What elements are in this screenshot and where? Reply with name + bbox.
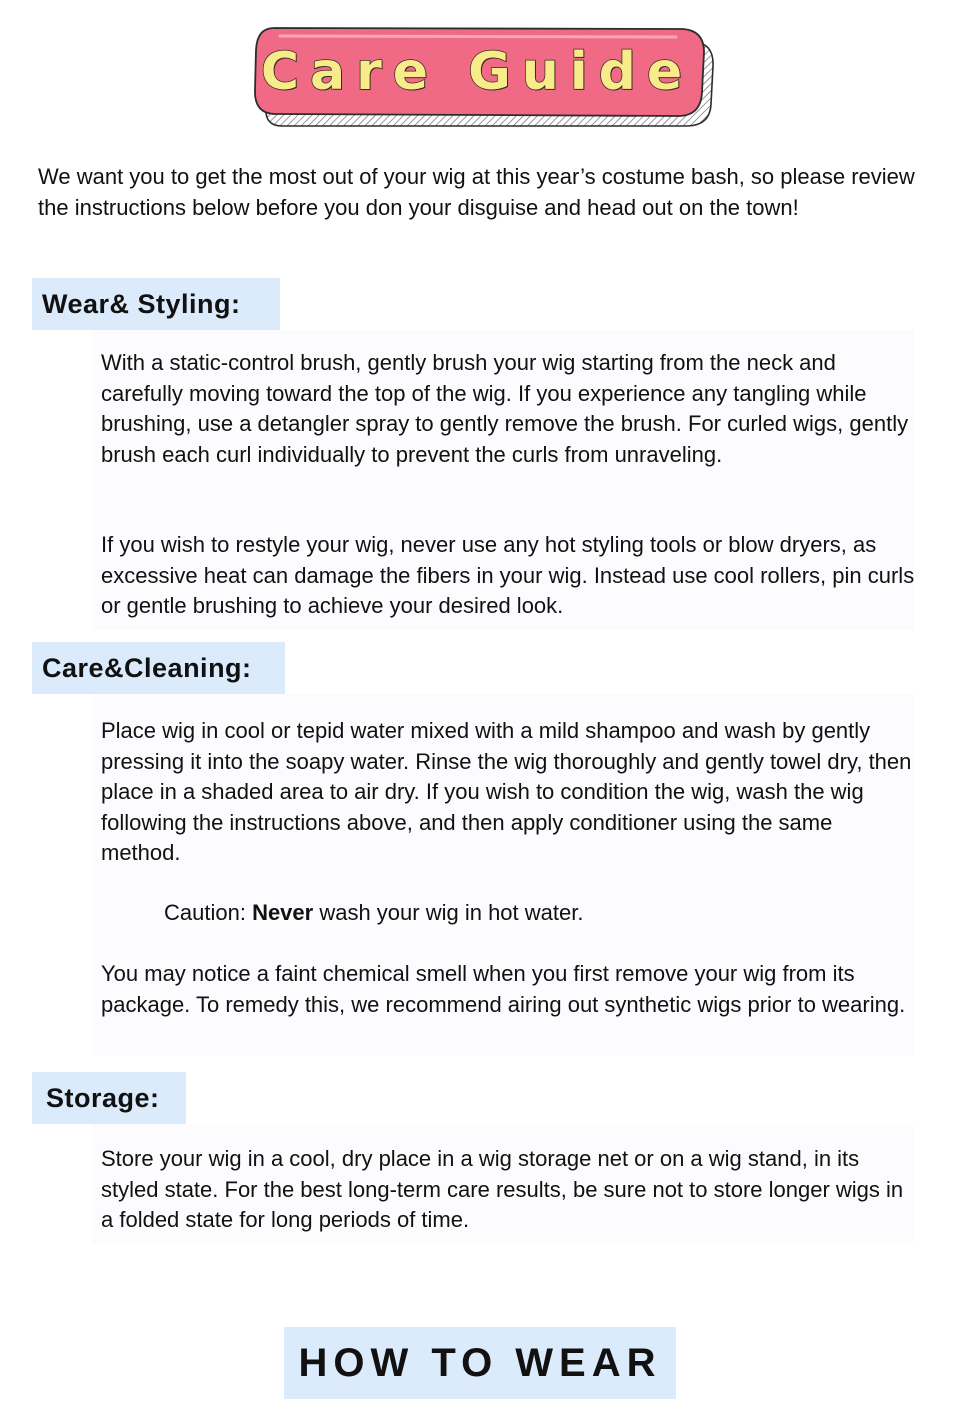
- storage-paragraph: Store your wig in a cool, dry place in a wig storage net or on a wig stand, in its styled state. For the best long-term care results, be sure not to store longer wigs in a folded state for long periods of time.: [101, 1146, 904, 1232]
- page-title: Care Guide: [260, 42, 694, 102]
- intro-text: We want you to get the most out of your wig at this year’s costume bash, so please review the instructions below before you don your disguise and head out on the town!: [38, 164, 915, 220]
- section-heading-wear-styling: Wear& Styling:: [32, 278, 280, 330]
- care-paragraph-smell: You may notice a faint chemical smell when you first remove your wig from its package. To remedy this, we recommend airing out synthetic wigs prior to wearing.: [101, 961, 906, 1017]
- wear-paragraph-brushing: With a static-control brush, gently brush your wig starting from the neck and carefully moving toward the top of the wig. If you experience any tangling while brushing, use a detangler spray to gently remove the brush. For curled wigs, gently brush each curl individually to prevent the curls from unraveling.: [101, 350, 909, 467]
- caution-emphasis: Never: [252, 900, 314, 925]
- caution-note: [164, 898, 864, 929]
- caution-suffix: wash your wig in hot water.: [313, 900, 584, 925]
- how-to-wear-heading: HOW TO WEAR: [284, 1327, 676, 1399]
- section-heading-storage: Storage:: [32, 1072, 186, 1124]
- wear-paragraph-restyle: If you wish to restyle your wig, never use any hot styling tools or blow dryers, as excessive heat can damage the fibers in your wig. Instead use cool rollers, pin curls or gentle brushing to achieve your desired look.: [101, 532, 915, 618]
- title-banner: [252, 26, 714, 130]
- care-paragraph-washing: Place wig in cool or tepid water mixed with a mild shampoo and wash by gently pressing it into the soapy water. Rinse the wig thoroughly and gently towel dry, then place in a shaded area to air dry. If you wish to condition the wig, wash the wig following the instructions above, and then apply conditioner using the same method.: [101, 718, 912, 865]
- section-heading-care-cleaning: Care&Cleaning:: [32, 642, 285, 694]
- caution-prefix: Caution:: [164, 900, 253, 925]
